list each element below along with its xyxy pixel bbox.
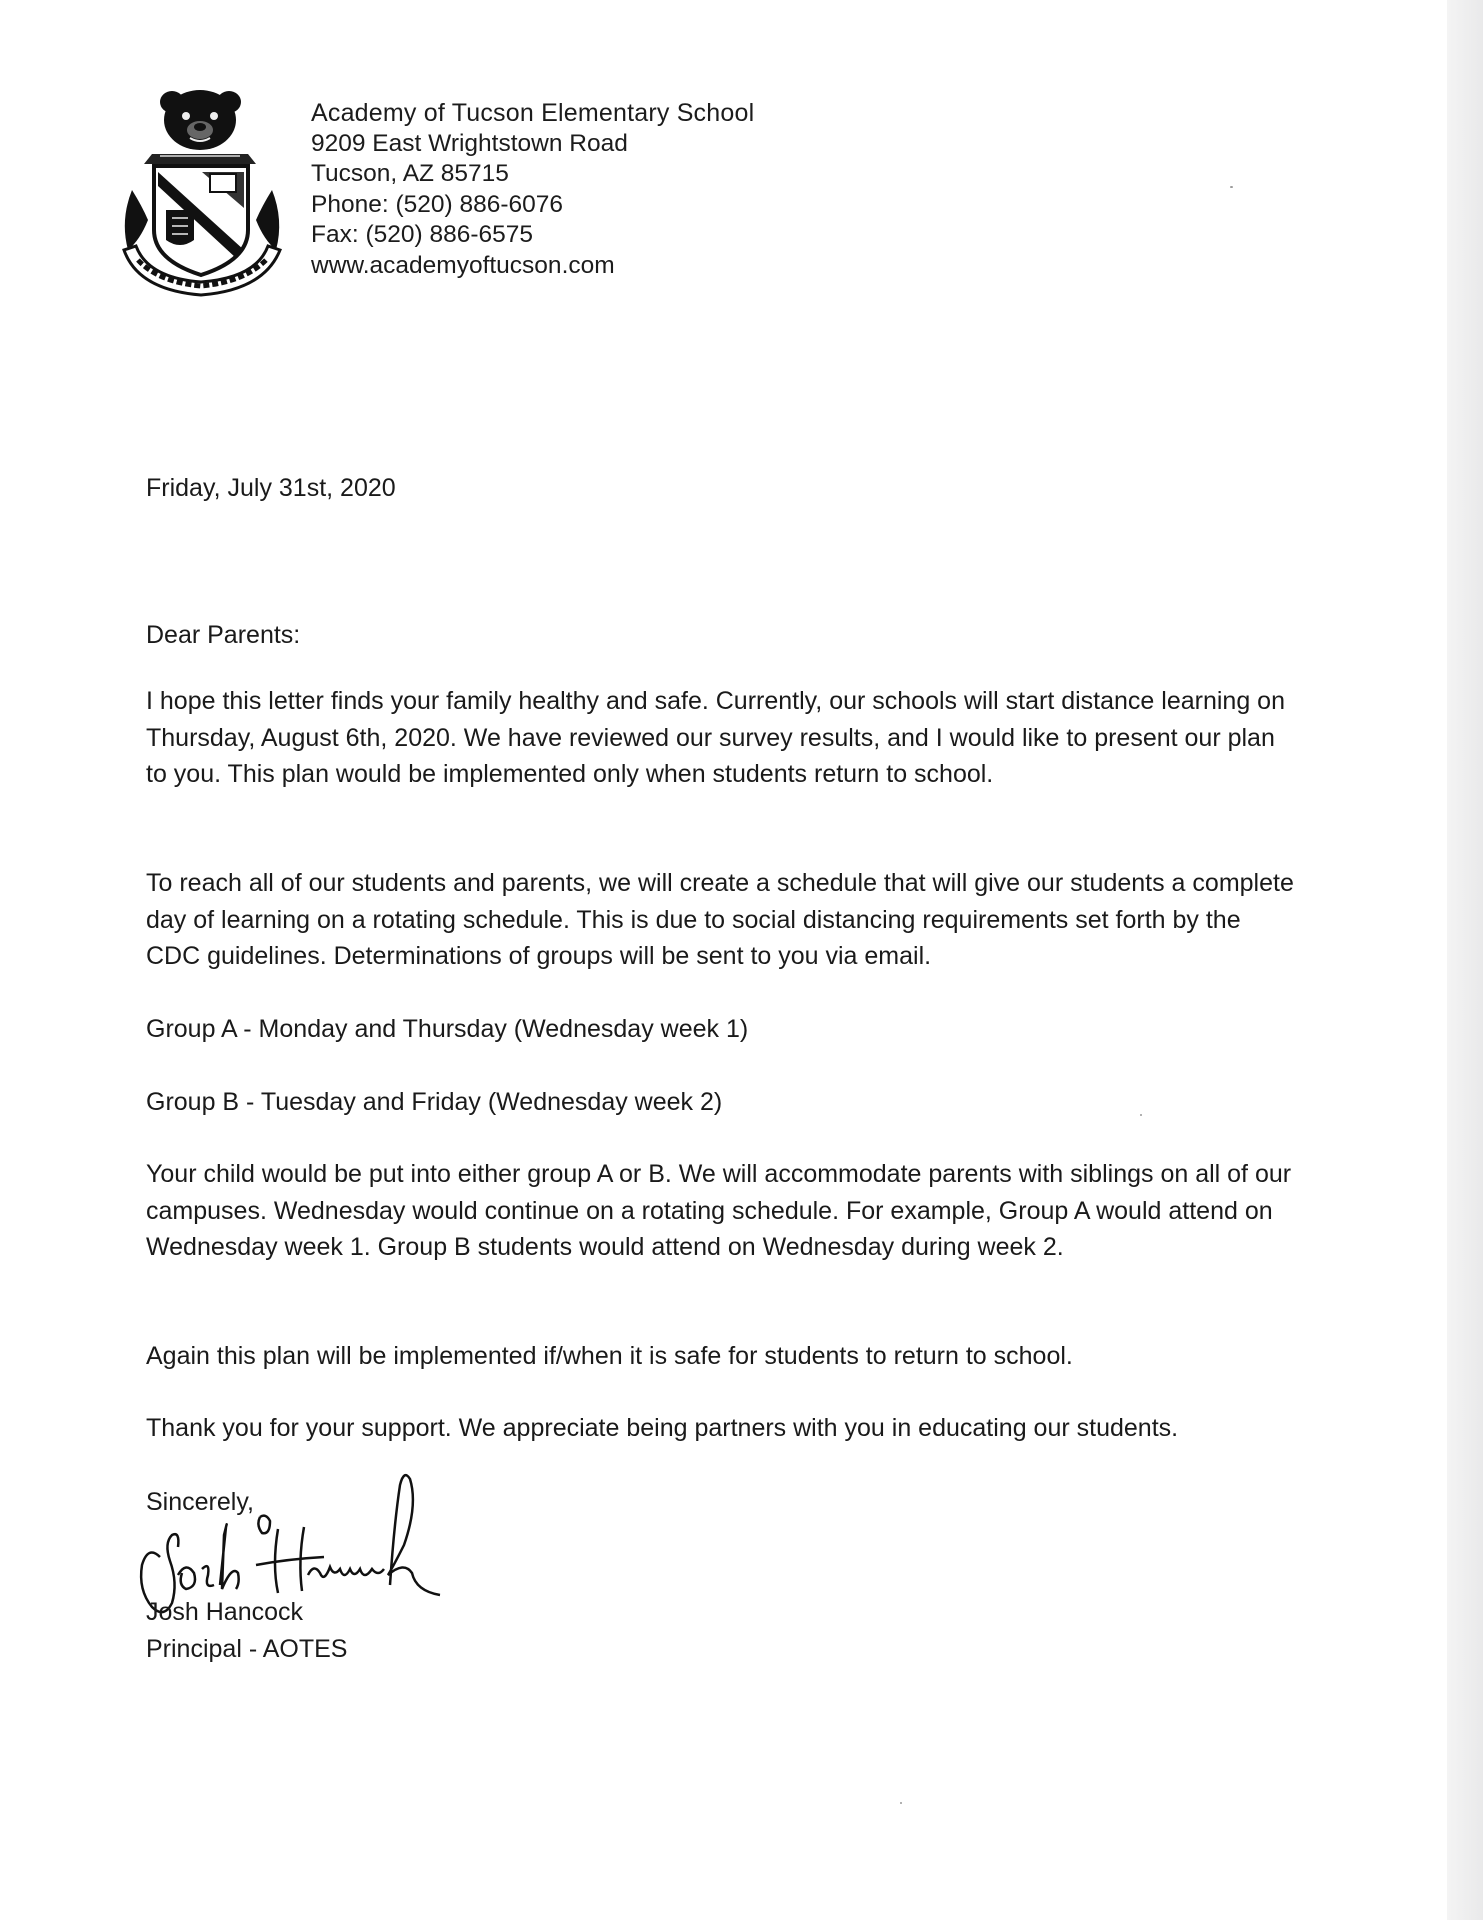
bear-crest-icon <box>118 90 288 300</box>
city-state-zip: Tucson, AZ 85715 <box>311 160 509 187</box>
salutation: Dear Parents: <box>146 621 301 649</box>
letterhead <box>311 98 754 281</box>
fax-number: Fax: (520) 886-6575 <box>311 221 533 248</box>
paragraph-schedule: To reach all of our students and parents, we will create a schedule that will give our students a complete day of learning on a rotating schedule. This is due to social distancing requirements set forth by the CDC guidelines. Determinations of groups will be sent to you via email. <box>146 869 1294 970</box>
closing: Sincerely, <box>146 1488 254 1516</box>
letter-date: Friday, July 31st, 2020 <box>146 474 396 502</box>
scan-speck <box>900 1802 902 1804</box>
scan-edge-shade <box>1447 0 1483 1920</box>
signer-title: Principal - AOTES <box>146 1635 348 1663</box>
signer-name: Josh Hancock <box>146 1598 304 1626</box>
scan-speck <box>1140 1114 1142 1116</box>
group-b-line: Group B - Tuesday and Friday (Wednesday week 2) <box>146 1088 723 1116</box>
website-url: www.academyoftucson.com <box>311 251 615 279</box>
school-name: Academy of Tucson Elementary School <box>311 99 755 127</box>
group-a-line: Group A - Monday and Thursday (Wednesday week 1) <box>146 1015 749 1043</box>
paragraph-intro: I hope this letter finds your family healthy and safe. Currently, our schools will start distance learning on Thursday, August 6th, 2020. We have reviewed our survey results, and I would like to present our plan to you. This plan would be implemented only when students return to school. <box>146 687 1285 788</box>
street-address: 9209 East Wrightstown Road <box>311 129 628 157</box>
paragraph-groups: Your child would be put into either group A or B. We will accommodate parents with siblings on all of our campuses. Wednesday would continue on a rotating schedule. For example, Group A would attend on Wednesday week 1. Group B students would attend on Wednesday during week 2. <box>146 1160 1292 1261</box>
paragraph-safety: Again this plan will be implemented if/when it is safe for students to return to school. <box>146 1342 1073 1370</box>
phone-number: Phone: (520) 886-6076 <box>311 190 563 218</box>
paragraph-thanks: Thank you for your support. We appreciate being partners with you in educating our students. <box>146 1414 1179 1442</box>
scan-speck <box>1230 186 1233 188</box>
